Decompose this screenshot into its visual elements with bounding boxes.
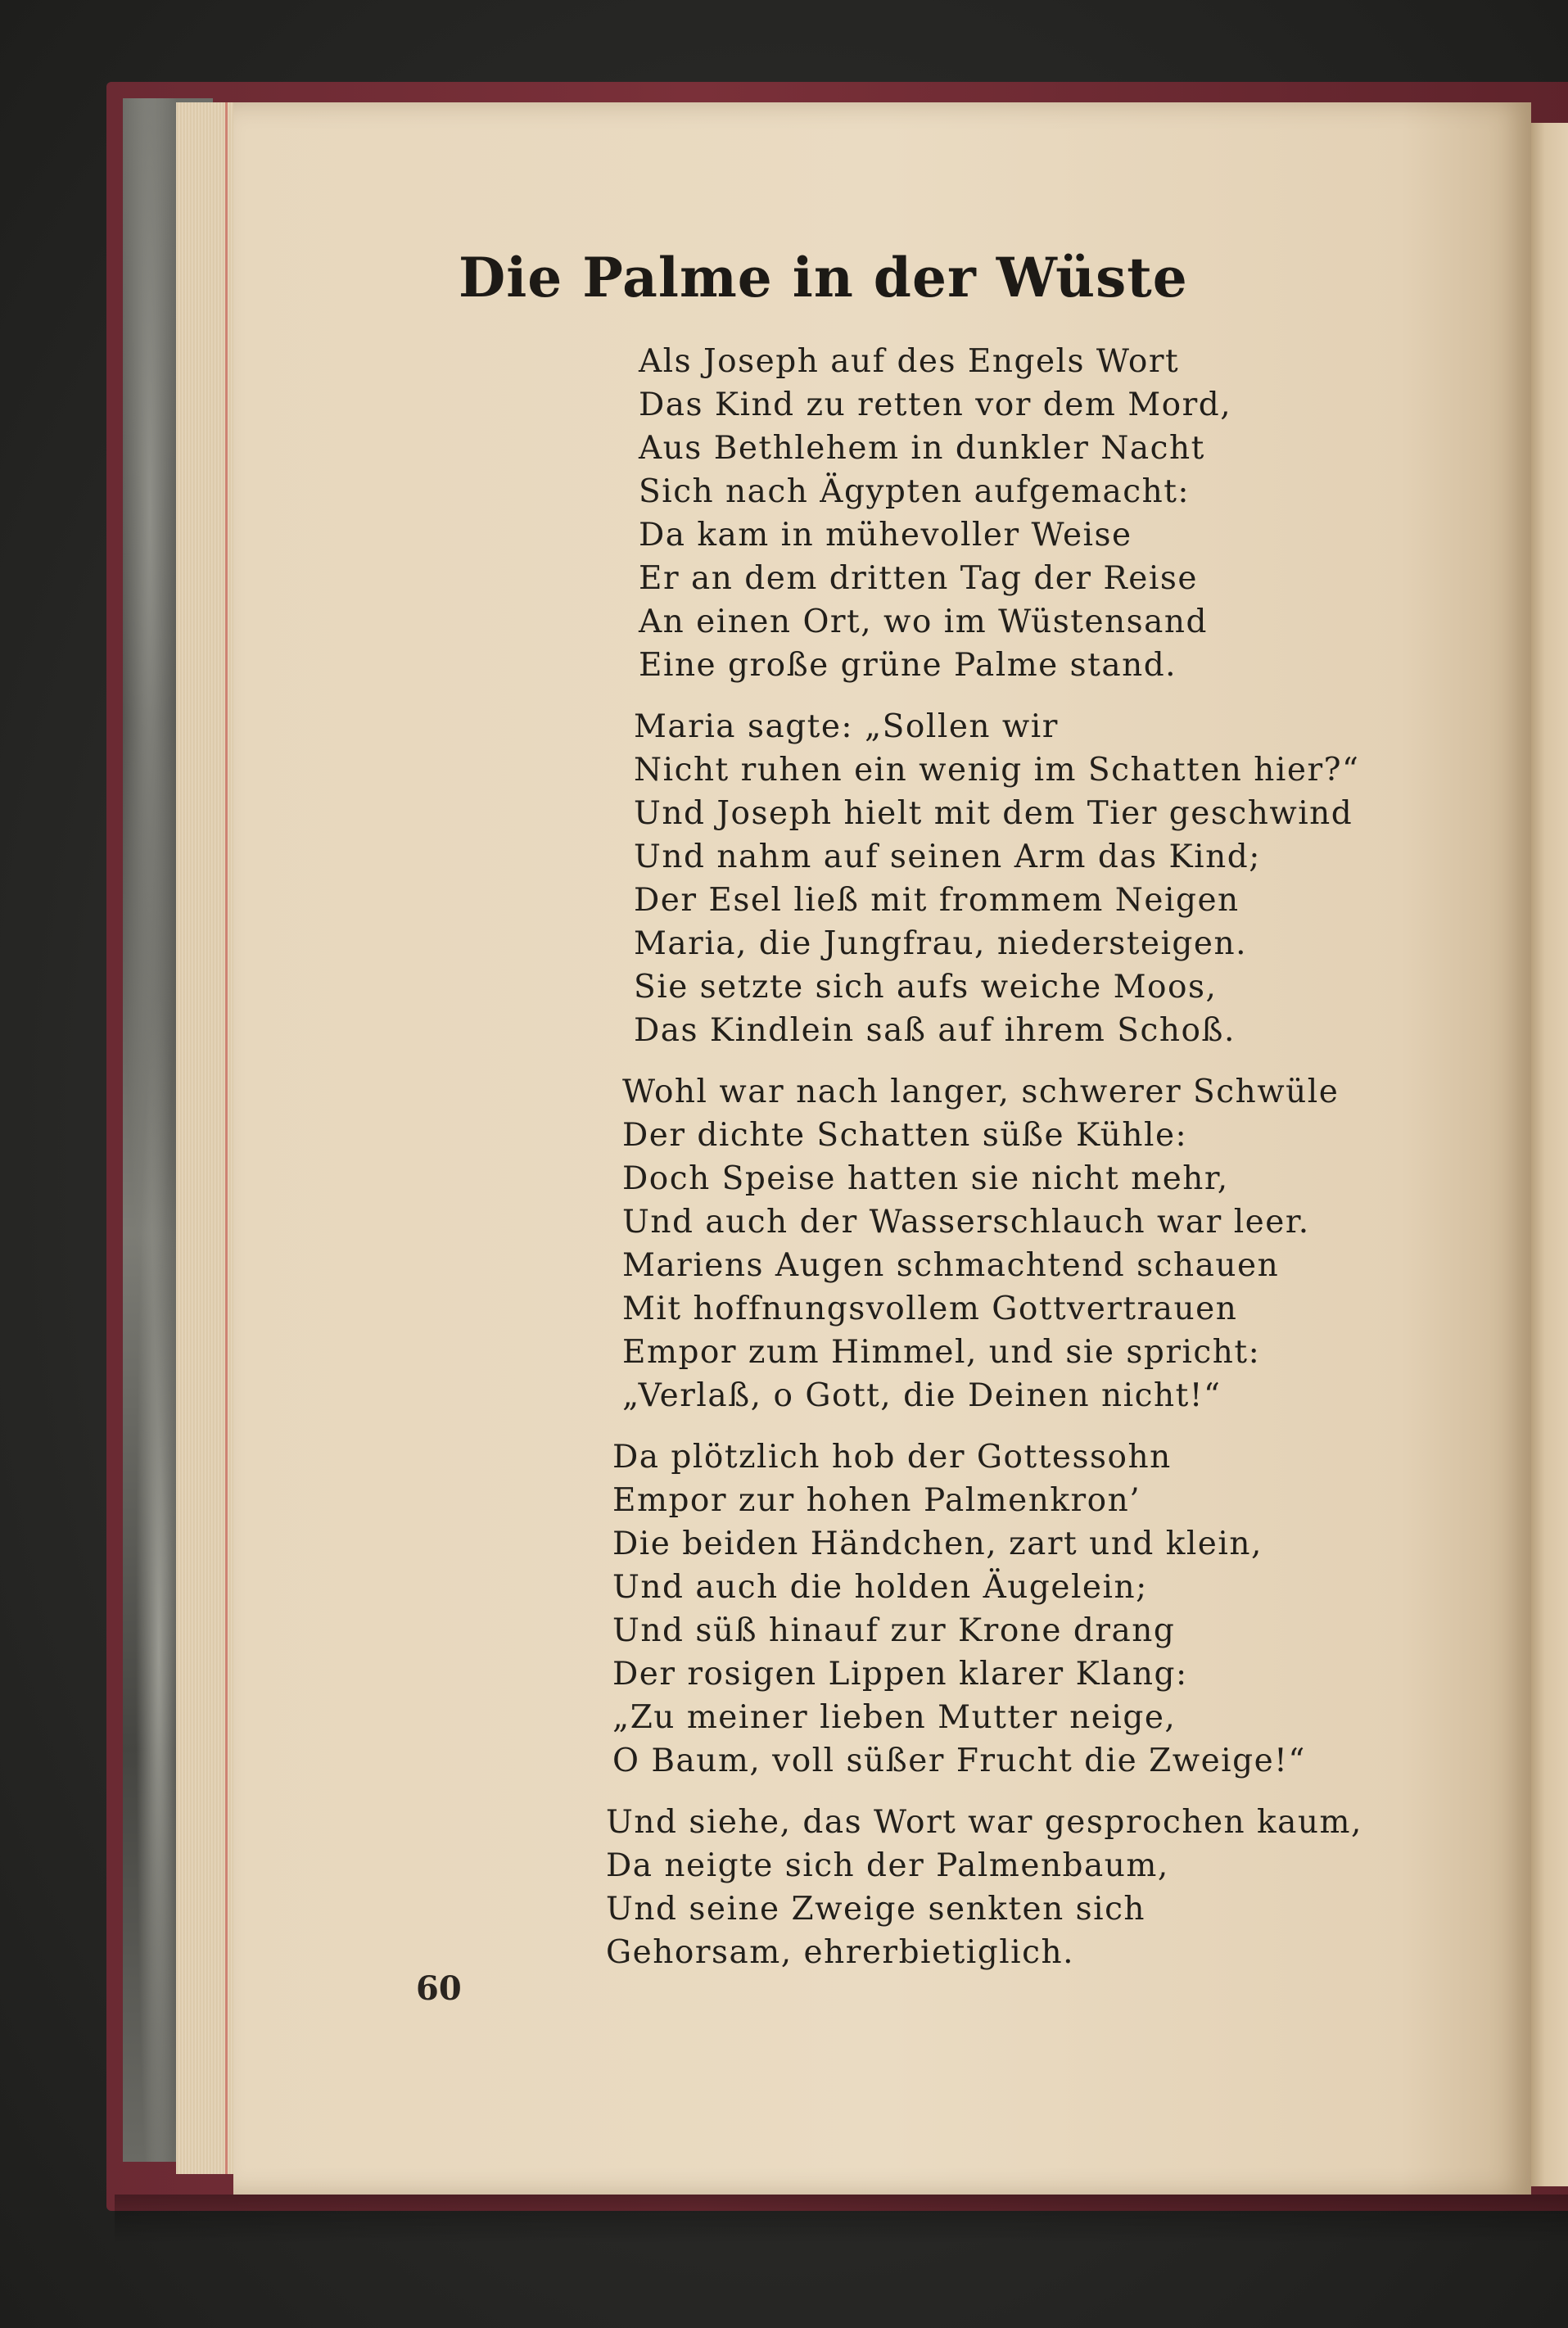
poem-line: Und siehe, das Wort war gesprochen kaum,: [606, 1804, 1362, 1841]
poem-line: Als Joseph auf des Engels Wort: [639, 343, 1180, 380]
poem-line: Eine große grüne Palme stand.: [639, 647, 1177, 684]
poem-line: Maria sagte: „Sollen wir: [634, 708, 1059, 745]
poem-line: An einen Ort, wo im Wüstensand: [639, 603, 1208, 640]
poem-line: Gehorsam, ehrerbietiglich.: [606, 1934, 1075, 1971]
poem-line: „Verlaß, o Gott, die Deinen nicht!“: [622, 1377, 1222, 1414]
poem-line: Nicht ruhen ein wenig im Schatten hier?“: [634, 752, 1360, 789]
poem-line: Der rosigen Lippen klarer Klang:: [612, 1656, 1188, 1693]
bottom-shadow: [115, 2195, 1568, 2244]
page-edge-line: [225, 102, 228, 2174]
poem-line: Wohl war nach langer, schwerer Schwüle: [622, 1074, 1340, 1110]
poem-line: Und nahm auf seinen Arm das Kind;: [634, 839, 1261, 875]
poem-line: Da neigte sich der Palmenbaum,: [606, 1847, 1169, 1884]
poem-line: Empor zum Himmel, und sie spricht:: [622, 1334, 1261, 1371]
poem-line: Aus Bethlehem in dunkler Nacht: [639, 430, 1205, 467]
poem-line: Doch Speise hatten sie nicht mehr,: [622, 1160, 1229, 1197]
poem-line: Sie setzte sich aufs weiche Moos,: [634, 969, 1218, 1006]
poem-line: Sich nach Ägypten aufgemacht:: [639, 473, 1191, 510]
poem-line: Und Joseph hielt mit dem Tier geschwind: [634, 795, 1353, 832]
poem-line: O Baum, voll süßer Frucht die Zweige!“: [612, 1743, 1306, 1779]
poem-line: Da plötzlich hob der Gottessohn: [612, 1439, 1172, 1476]
poem-line: Das Kind zu retten vor dem Mord,: [639, 386, 1232, 423]
poem-line: „Zu meiner lieben Mutter neige,: [612, 1699, 1177, 1736]
poem-body: [606, 340, 1490, 1974]
stanza-4: [612, 1435, 1490, 1783]
poem-line: Und seine Zweige senkten sich: [606, 1891, 1146, 1928]
poem-line: Das Kindlein saß auf ihrem Schoß.: [634, 1012, 1236, 1049]
stanza-2: [634, 705, 1490, 1052]
poem-line: Der Esel ließ mit frommem Neigen: [634, 882, 1240, 919]
poem-line: Und süß hinauf zur Krone drang: [612, 1612, 1176, 1649]
stanza-3: [622, 1070, 1490, 1417]
poem-line: Und auch der Wasserschlauch war leer.: [622, 1204, 1310, 1241]
next-page-sliver: [1530, 123, 1568, 2186]
poem-line: Die beiden Händchen, zart und klein,: [612, 1526, 1263, 1562]
poem-line: Mariens Augen schmachtend schauen: [622, 1247, 1280, 1284]
poem-line: Mit hoffnungsvollem Gottvertrauen: [622, 1291, 1238, 1327]
poem-line: Empor zur hohen Palmenkron’: [612, 1482, 1141, 1519]
stanza-1: [639, 340, 1490, 687]
poem-line: Da kam in mühevoller Weise: [639, 517, 1132, 554]
poem-title: Die Palme in der Wüste: [459, 246, 1188, 310]
page-number: 60: [416, 1969, 462, 2008]
poem-line: Der dichte Schatten süße Kühle:: [622, 1117, 1188, 1154]
stanza-5: [606, 1801, 1490, 1974]
poem-line: Maria, die Jungfrau, niedersteigen.: [634, 925, 1247, 962]
poem-line: Er an dem dritten Tag der Reise: [639, 560, 1198, 597]
poem-line: Und auch die holden Äugelein;: [612, 1569, 1148, 1606]
